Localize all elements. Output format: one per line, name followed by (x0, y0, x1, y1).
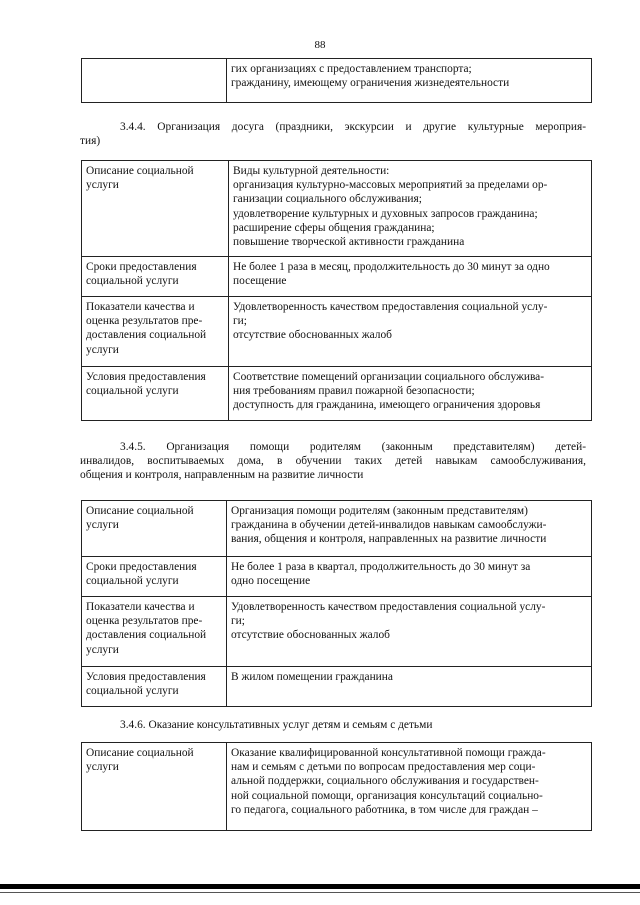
fragment-line: гих организациях с предоставлением транспорта; (231, 63, 472, 75)
table-cell-label: Условия предоставления социальной услуги (82, 367, 229, 421)
table-row (82, 501, 592, 557)
heading-line: тия) (80, 135, 101, 148)
table-cell-label: Сроки предоставления социальной услуги (82, 557, 227, 597)
heading-line: 3.4.6. Оказание консультативных услуг детям и семьям с детьми (120, 719, 433, 731)
table-cell-value: Не более 1 раза в месяц, продолжительность до 30 минут за одно посещение (229, 257, 592, 297)
scan-bottom-edge (0, 884, 640, 889)
heading-line: 3.4.5. Организация помощи родителям (законным представителям) детей- (120, 441, 586, 453)
heading-line: 3.4.4. Организация досуга (праздники, экскурсии и другие культурные мероприя- (120, 121, 586, 133)
table-cell-label: Показатели качества и оценка результатов пре- доставления социальной услуги (82, 297, 229, 367)
table-cell-value (227, 59, 592, 103)
continuation-table (81, 58, 592, 103)
table-cell-value: Виды культурной деятельности: организация культурно-массовых мероприятий за пределами ор- ганизации социального обслуживания; удовлетворение культурных и духовных запросов гражданина; расширение сферы общения гражданина; повышение творческой активности гражданина (229, 161, 592, 257)
table-cell-label (82, 59, 227, 103)
table-row (82, 59, 592, 103)
scan-bottom-line (0, 892, 640, 893)
table-row (82, 367, 592, 421)
table-cell-value: Оказание квалифицированной консультативной помощи гражда- нам и семьям с детьми по вопросам предоставления мер соци- альной поддержки, социального обслуживания и государствен- ной социальной помощи, организация консультаций социально- го педагога, социального работника, в том числе для граждан – (227, 743, 592, 831)
table-cell-label: Описание социальной услуги (82, 743, 227, 831)
table-row (82, 667, 592, 707)
table-row (82, 743, 592, 831)
table-row (82, 161, 592, 257)
table-row (82, 297, 592, 367)
table-cell-value: В жилом помещении гражданина (227, 667, 592, 707)
table-cell-label: Описание социальной услуги (82, 501, 227, 557)
section-heading-344 (80, 120, 586, 148)
table-row (82, 257, 592, 297)
table-row (82, 597, 592, 667)
table-344 (81, 160, 592, 421)
table-cell-label: Описание социальной услуги (82, 161, 229, 257)
table-cell-value: Не более 1 раза в квартал, продолжительность до 30 минут за одно посещение (227, 557, 592, 597)
section-heading-345 (80, 440, 586, 483)
heading-line: инвалидов, воспитываемых дома, в обучении таких детей навыкам самообслуживания, (80, 455, 586, 468)
table-cell-label: Сроки предоставления социальной услуги (82, 257, 229, 297)
table-345 (81, 500, 592, 707)
fragment-line: гражданину, имеющему ограничения жизнедеятельности (231, 77, 510, 90)
table-346 (81, 742, 592, 831)
table-cell-label: Условия предоставления социальной услуги (82, 667, 227, 707)
table-cell-label: Показатели качества и оценка результатов пре- доставления социальной услуги (82, 597, 227, 667)
table-cell-value: Удовлетворенность качеством предоставления социальной услу- ги; отсутствие обоснованных жалоб (229, 297, 592, 367)
table-row (82, 557, 592, 597)
table-cell-value: Соответствие помещений организации социального обслужива- ния требованиям правил пожарной безопасности; доступность для гражданина, имеющего ограничения здоровья (229, 367, 592, 421)
page-number: 88 (314, 39, 326, 51)
table-cell-value: Организация помощи родителям (законным представителям) гражданина в обучении детей-инвалидов навыкам самообслужи- вания, общения и контроля, направленных на развитие личности (227, 501, 592, 557)
section-heading-346 (80, 718, 586, 732)
table-cell-value: Удовлетворенность качеством предоставления социальной услу- ги; отсутствие обоснованных жалоб (227, 597, 592, 667)
heading-line: общения и контроля, направленным на развитие личности (80, 469, 364, 482)
